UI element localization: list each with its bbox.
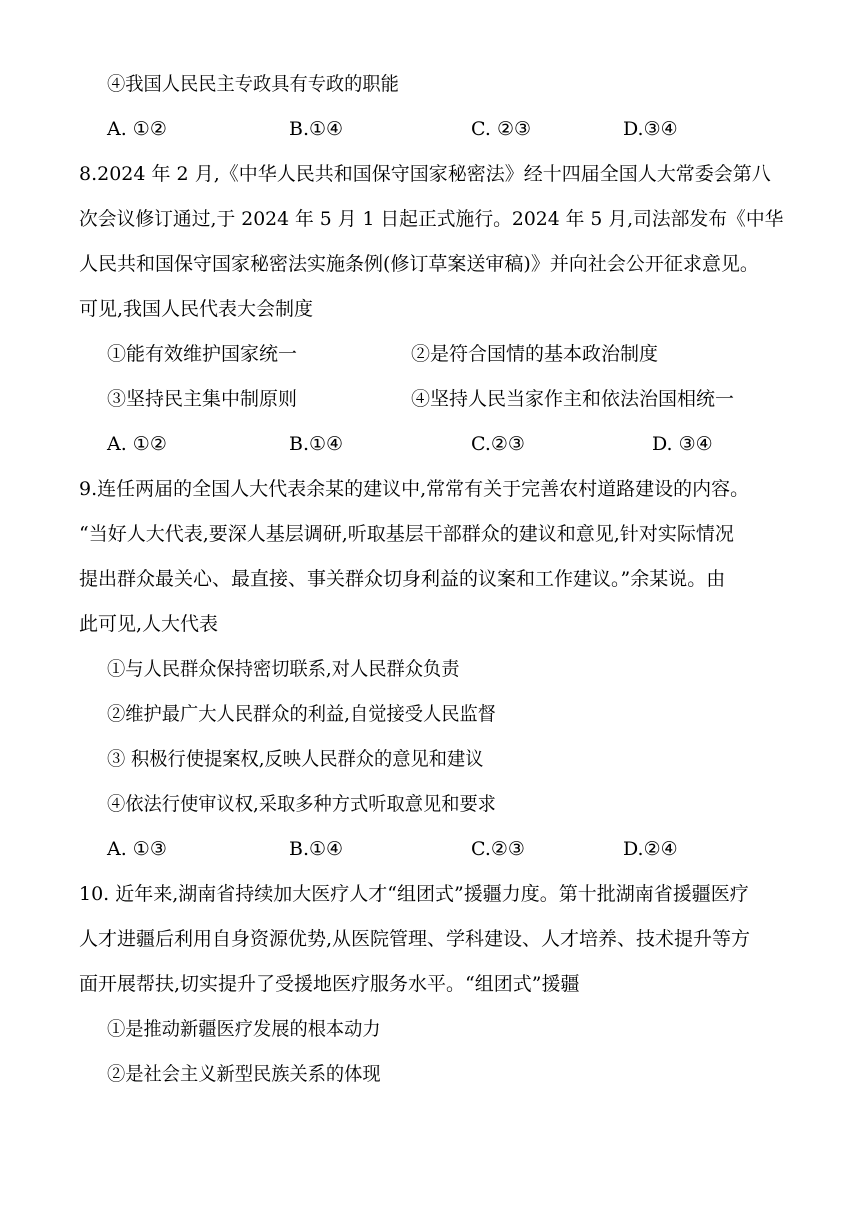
q9-statement-2: ②维护最广大人民群众的利益,自觉接受人民监督	[107, 703, 496, 725]
q9-option-a: A. ①③	[107, 838, 167, 860]
q7-statement-4: ④我国人民民主专政具有专政的职能	[107, 73, 399, 95]
q8-stem-line-1: 8.2024 年 2 月,《中华人民共和国保守国家秘密法》经十四届全国人大常委会第八	[79, 163, 771, 185]
q8-stem-line-2: 次会议修订通过,于 2024 年 5 月 1 日起正式施行。2024 年 5 月,司法部发布《中华	[79, 208, 784, 230]
q8-stem-line-4: 可见,我国人民代表大会制度	[79, 298, 314, 320]
q8-stem-line-3: 人民共和国保守国家秘密法实施条例(修订草案送审稿)》并向社会公开征求意见。	[79, 253, 759, 275]
q7-option-d: D.③④	[623, 118, 678, 140]
q8-option-d: D. ③④	[652, 433, 713, 455]
q10-stem-line-2: 人才进疆后利用自身资源优势,从医院管理、学科建设、人才培养、技术提升等方	[79, 928, 751, 950]
q9-option-b: B.①④	[289, 838, 344, 860]
q10-stem-line-3: 面开展帮扶,切实提升了受援地医疗服务水平。“组团式”援疆	[79, 973, 580, 995]
q9-stem-line-4: 此可见,人大代表	[79, 613, 219, 635]
q9-stem-line-1: 9.连任两届的全国人大代表余某的建议中,常常有关于完善农村道路建设的内容。	[79, 478, 750, 500]
q9-stem-line-3: 提出群众最关心、最直接、事关群众切身利益的议案和工作建议。”余某说。由	[79, 568, 726, 590]
q8-option-b: B.①④	[289, 433, 344, 455]
q8-statement-1: ①能有效维护国家统一	[107, 343, 298, 365]
q7-option-a: A. ①②	[107, 118, 167, 140]
q8-option-c: C.②③	[471, 433, 525, 455]
q9-stem-line-2: “当好人大代表,要深人基层调研,听取基层干部群众的建议和意见,针对实际情况	[79, 523, 734, 545]
q9-statement-3: ③ 积极行使提案权,反映人民群众的意见和建议	[107, 748, 484, 770]
q10-statement-2: ②是社会主义新型民族关系的体现	[107, 1063, 381, 1085]
q9-option-d: D.②④	[623, 838, 678, 860]
q9-statement-1: ①与人民群众保持密切联系,对人民群众负责	[107, 658, 460, 680]
q8-statement-3: ③坚持民主集中制原则	[107, 388, 298, 410]
q8-statement-4: ④坚持人民当家作主和依法治国相统一	[411, 388, 735, 410]
q7-option-c: C. ②③	[471, 118, 532, 140]
q10-statement-1: ①是推动新疆医疗发展的根本动力	[107, 1018, 381, 1040]
q10-stem-line-1: 10. 近年来,湖南省持续加大医疗人才“组团式”援疆力度。第十批湖南省援疆医疗	[79, 883, 749, 905]
q7-option-b: B.①④	[289, 118, 344, 140]
q9-statement-4: ④依法行使审议权,采取多种方式听取意见和要求	[107, 793, 496, 815]
q8-option-a: A. ①②	[107, 433, 167, 455]
q8-statement-2: ②是符合国情的基本政治制度	[411, 343, 659, 365]
q9-option-c: C.②③	[471, 838, 525, 860]
